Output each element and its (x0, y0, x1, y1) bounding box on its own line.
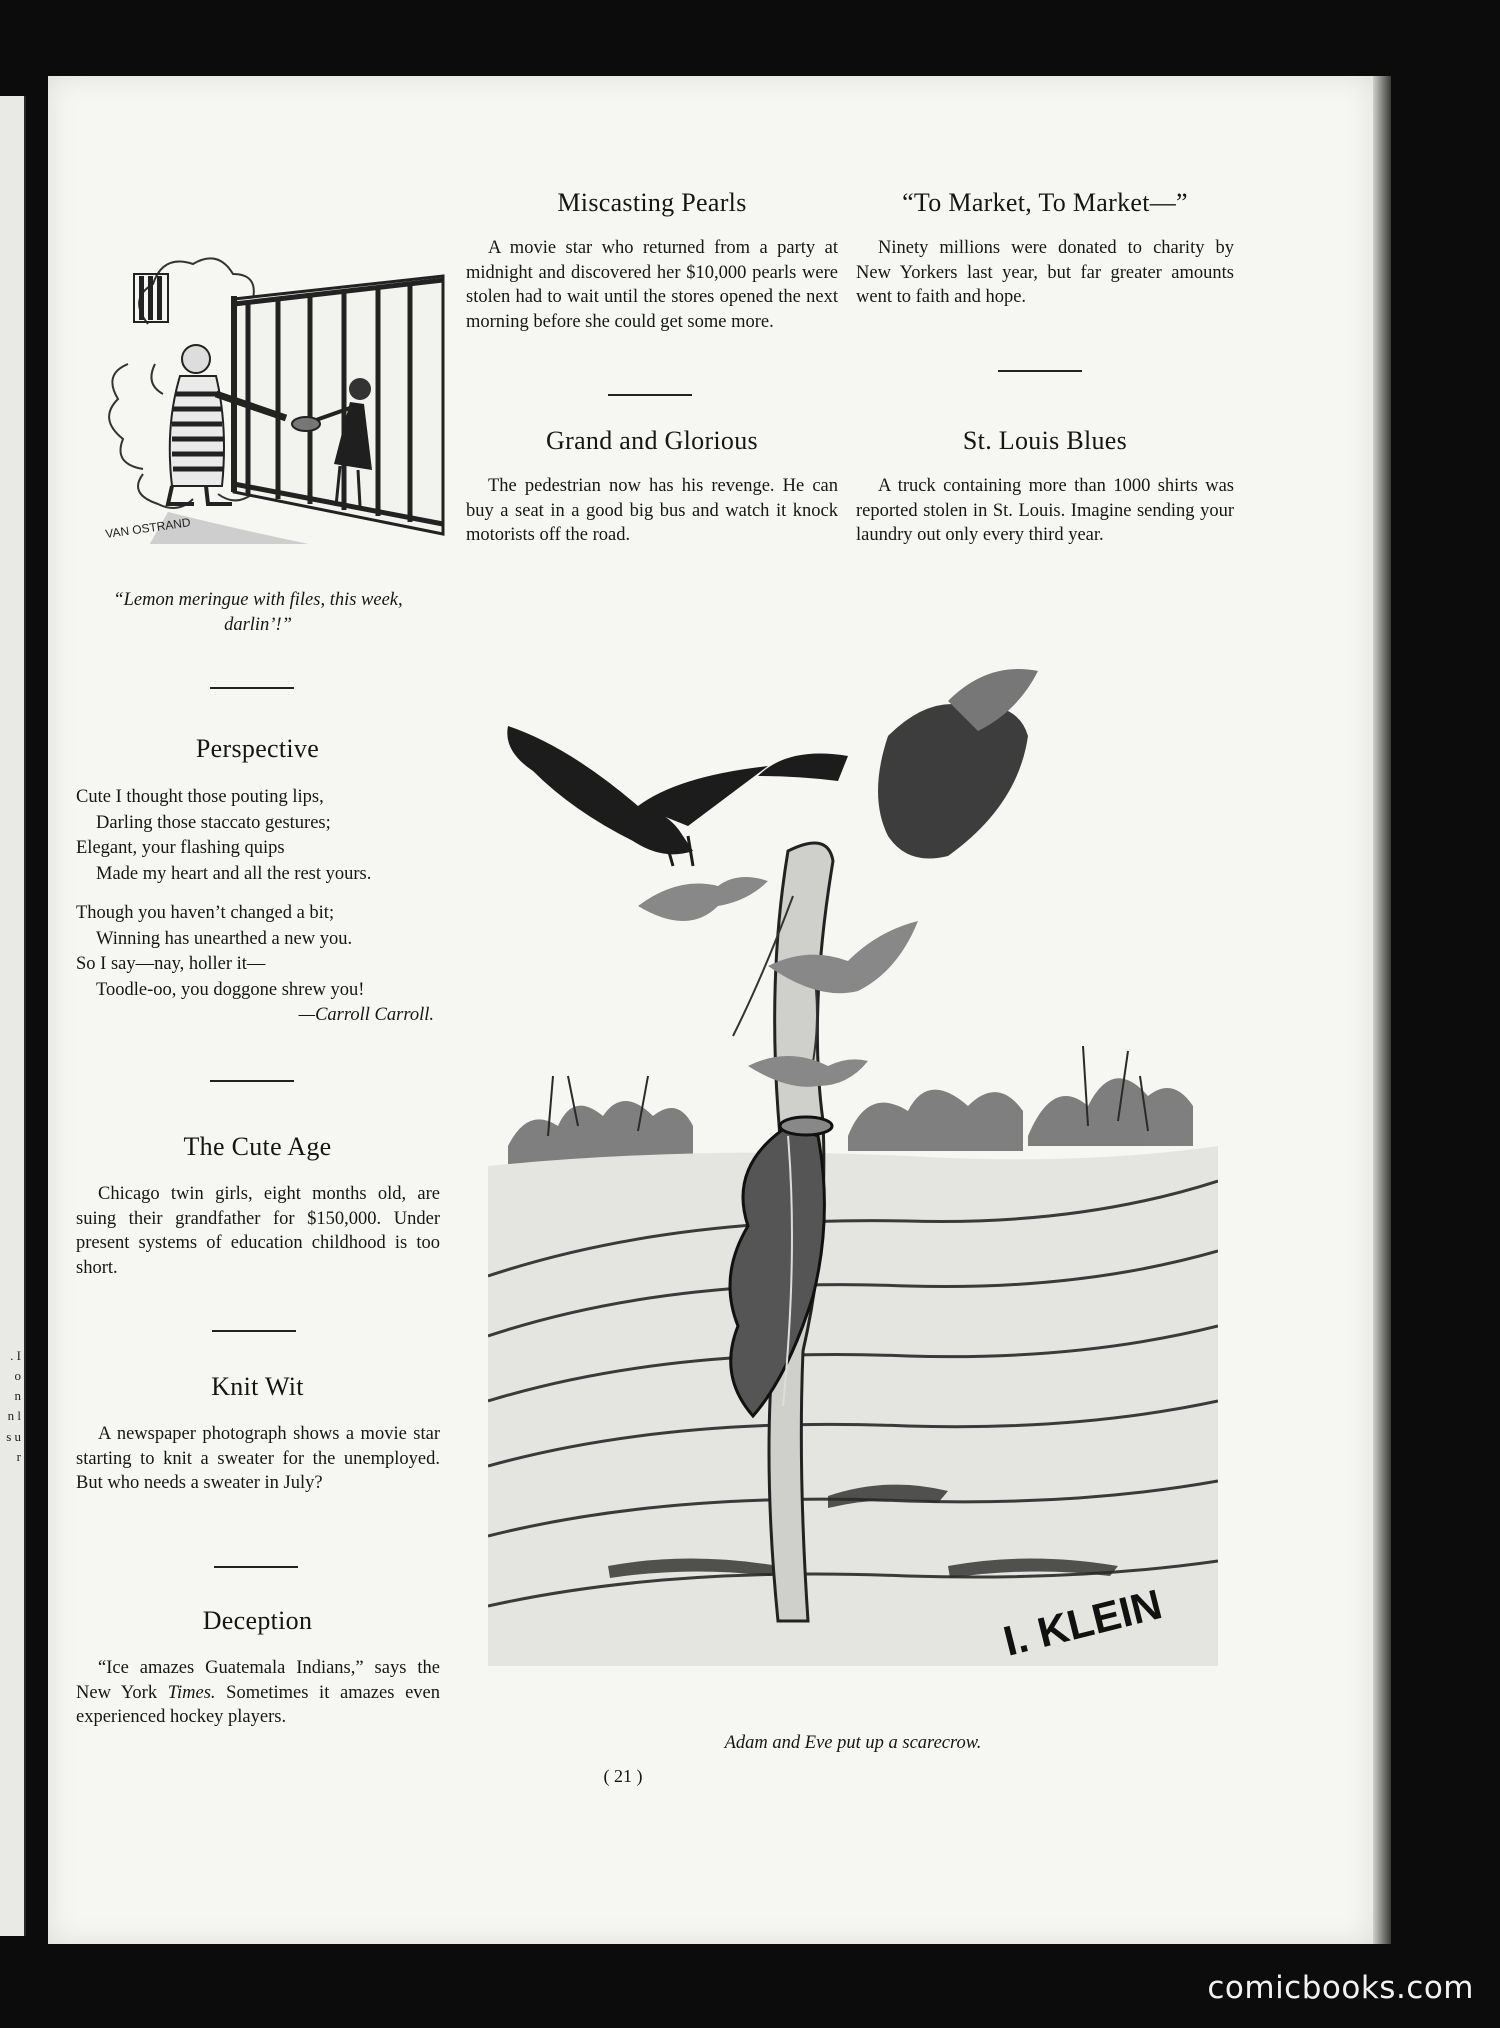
st-louis-blues-text: A truck containing more than 1000 shirts was reported stolen in St. Louis. Imagine sending your laundry out only every third year. (856, 476, 1234, 545)
cute-age-text: Chicago twin girls, eight months old, are suing their grandfather for $150,000. Under present systems of education childhood is too short. (76, 1184, 440, 1278)
facing-page-letters: . I o n n l s u r (6, 1348, 21, 1464)
st-louis-blues-title: St. Louis Blues (962, 426, 1128, 455)
jail-cartoon-signature: VAN OSTRAND (104, 515, 192, 541)
to-market-title: “To Market, To Market—” (902, 188, 1188, 217)
miscasting-pearls-text: A movie star who returned from a party at midnight and discovered her $10,000 pearls were stolen had to wait until the stores opened the next morning before she could get some more. (466, 238, 838, 332)
page-right-edge (1373, 76, 1391, 1944)
poem-line: Toodle-oo, you doggone shrew you! (96, 979, 365, 1000)
facing-page-edge (0, 96, 26, 1936)
scarecrow-cartoon-signature: I. KLEIN (998, 1580, 1167, 1665)
scarecrow-cartoon-illustration (488, 666, 1218, 1686)
grand-glorious-text: The pedestrian now has his revenge. He can buy a seat in a good big bus and watch it knock motorists off the road. (466, 476, 838, 545)
poem-author: —Carroll Carroll. (298, 1005, 434, 1025)
deception-title: Deception (202, 1606, 313, 1635)
knit-wit-title: Knit Wit (211, 1372, 304, 1401)
divider (214, 1566, 298, 1568)
divider (998, 370, 1082, 372)
deception-text-start: “Ice amazes Guatemala Indians,” says the New York (76, 1658, 440, 1703)
deception-text (76, 1656, 440, 1730)
deception-text-italic: Times. (167, 1682, 216, 1703)
poem-line: Winning has unearthed a new you. (96, 928, 353, 949)
miscasting-pearls-title: Miscasting Pearls (557, 188, 747, 217)
poem-line: Darling those staccato gestures; (96, 812, 331, 833)
poem-line: Though you haven’t changed a bit; (76, 903, 335, 923)
perspective-title: Perspective (195, 734, 320, 763)
cute-age-title: The Cute Age (183, 1132, 332, 1161)
knit-wit-text: A newspaper photograph shows a movie star starting to knit a sweater for the unemployed. But who needs a sweater in July? (76, 1424, 440, 1493)
poem-line: Elegant, your flashing quips (76, 838, 285, 858)
to-market-text: Ninety millions were donated to charity by New Yorkers last year, but far greater amounts went to faith and hope. (856, 238, 1234, 307)
divider (210, 1080, 294, 1082)
poem-line: So I say—nay, holler it— (76, 954, 266, 974)
scarecrow-cartoon-caption: Adam and Eve put up a scarecrow. (724, 1733, 982, 1753)
divider (608, 394, 692, 396)
poem-line: Cute I thought those pouting lips, (76, 787, 324, 807)
grand-glorious-title: Grand and Glorious (546, 426, 758, 455)
deception-text-end: Sometimes it amazes even experienced hockey players. (76, 1682, 440, 1727)
site-watermark: comicbooks.com (1207, 1970, 1474, 2006)
divider (210, 687, 294, 689)
perspective-poem (76, 785, 440, 1029)
jail-cartoon-caption: “Lemon meringue with files, this week, darlin’!” (113, 590, 403, 635)
page-number: ( 21 ) (603, 1766, 643, 1786)
jail-cartoon-illustration (88, 194, 458, 544)
poem-line: Made my heart and all the rest yours. (96, 863, 372, 884)
divider (212, 1330, 296, 1332)
magazine-page (48, 76, 1373, 1944)
